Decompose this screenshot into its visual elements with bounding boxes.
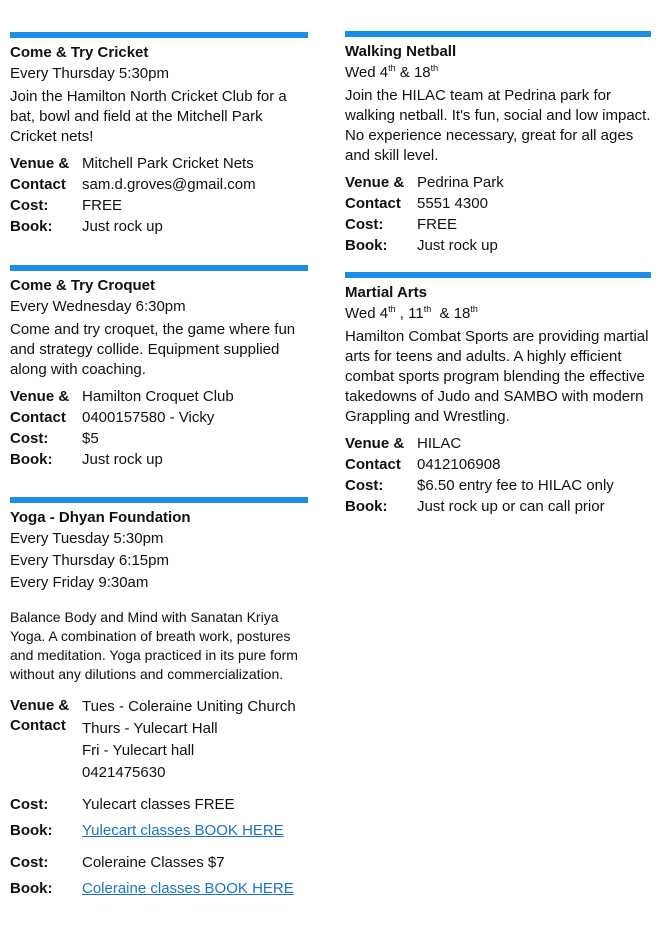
cost-label: Cost: xyxy=(10,197,49,214)
coleraine-book-link[interactable]: Coleraine classes BOOK HERE xyxy=(82,880,294,897)
event-title: Come & Try Cricket xyxy=(10,44,149,61)
venue-label: Venue & xyxy=(10,697,70,714)
event-title: Yoga - Dhyan Foundation xyxy=(10,509,191,526)
event-time: Every Wednesday 6:30pm xyxy=(10,298,186,315)
book-value: Just rock up or can call prior xyxy=(417,498,605,515)
section-divider xyxy=(345,31,651,37)
venue-label: Venue & xyxy=(345,174,405,191)
venue-value: Thurs - Yulecart Hall xyxy=(82,720,218,737)
contact-value: 5551 4300 xyxy=(417,195,488,212)
venue-label: Venue & xyxy=(10,155,70,172)
contact-label: Contact xyxy=(345,195,401,212)
event-description: Join the HILAC team at Pedrina park for walking netball. It's fun, social and low impact. No experience necessary, great for all ages and skill level. xyxy=(345,87,651,164)
cost-value: FREE xyxy=(82,197,123,214)
section-divider xyxy=(345,272,651,278)
contact-label: Contact xyxy=(10,409,66,426)
book-label: Book: xyxy=(10,880,53,897)
event-time: Every Tuesday 5:30pm xyxy=(10,530,164,547)
contact-value: 0421475630 xyxy=(82,764,166,781)
event-description: Join the Hamilton North Cricket Club for a bat, bowl and field at the Mitchell Park Cricket nets! xyxy=(10,88,287,145)
venue-value: Tues - Coleraine Uniting Church xyxy=(82,698,296,715)
event-title: Come & Try Croquet xyxy=(10,277,156,294)
yoga-event xyxy=(10,497,308,902)
event-time: Every Thursday 5:30pm xyxy=(10,65,169,82)
cost-label: Cost: xyxy=(345,216,384,233)
event-description: Come and try croquet, the game where fun and strategy collide. Equipment supplied along with coaching. xyxy=(10,321,296,378)
book-value: Just rock up xyxy=(82,218,163,235)
event-time: Every Friday 9:30am xyxy=(10,574,149,591)
cricket-event xyxy=(10,32,308,237)
cost-label: Cost: xyxy=(345,477,384,494)
event-description: Balance Body and Mind with Sanatan Kriya Yoga. A combination of breath work, postures and meditation. Yoga practiced in its pure form without any dilutions and commercialization. xyxy=(10,609,298,682)
contact-value: 0400157580 - Vicky xyxy=(82,409,215,426)
section-divider xyxy=(10,497,308,503)
venue-list xyxy=(82,696,296,784)
yulecart-book-link[interactable]: Yulecart classes BOOK HERE xyxy=(82,822,284,839)
netball-event xyxy=(345,31,651,256)
cost-value: Yulecart classes FREE xyxy=(82,796,235,813)
contact-label: Contact xyxy=(10,717,66,734)
book-label: Book: xyxy=(10,451,53,468)
book-label: Book: xyxy=(10,822,53,839)
venue-value: HILAC xyxy=(417,435,462,452)
section-divider xyxy=(10,265,308,271)
section-divider xyxy=(10,32,308,38)
book-value: Just rock up xyxy=(417,237,498,254)
contact-value: 0412106908 xyxy=(417,456,501,473)
event-description: Hamilton Combat Sports are providing martial arts for teens and adults. A highly efficient combat sports program blending the effective takedowns of Judo and SAMBO with modern Grappling and Wrestling. xyxy=(345,328,649,425)
cost-value: $5 xyxy=(82,430,99,447)
contact-label: Contact xyxy=(345,456,401,473)
book-label: Book: xyxy=(345,237,388,254)
cost-value: FREE xyxy=(417,216,458,233)
event-time: Wed 4th & 18th xyxy=(345,63,439,81)
event-title: Walking Netball xyxy=(345,43,457,60)
croquet-event xyxy=(10,265,308,470)
venue-value: Pedrina Park xyxy=(417,174,504,191)
cost-label: Cost: xyxy=(10,854,49,871)
venue-value: Fri - Yulecart hall xyxy=(82,742,195,759)
event-time: Wed 4th , 11th & 18th xyxy=(345,304,478,322)
venue-value: Mitchell Park Cricket Nets xyxy=(82,155,254,172)
cost-label: Cost: xyxy=(10,430,49,447)
event-title: Martial Arts xyxy=(345,284,427,301)
book-label: Book: xyxy=(10,218,53,235)
event-times xyxy=(10,528,308,594)
book-value: Just rock up xyxy=(82,451,163,468)
venue-label: Venue & xyxy=(10,388,70,405)
venue-label: Venue & xyxy=(345,435,405,452)
cost-value: Coleraine Classes $7 xyxy=(82,854,225,871)
cost-label: Cost: xyxy=(10,796,49,813)
contact-label: Contact xyxy=(10,176,66,193)
cost-value: $6.50 entry fee to HILAC only xyxy=(417,477,614,494)
book-label: Book: xyxy=(345,498,388,515)
event-time: Every Thursday 6:15pm xyxy=(10,552,169,569)
venue-value: Hamilton Croquet Club xyxy=(82,388,234,405)
martial-arts-event xyxy=(345,272,651,517)
contact-value: sam.d.groves@gmail.com xyxy=(82,176,256,193)
